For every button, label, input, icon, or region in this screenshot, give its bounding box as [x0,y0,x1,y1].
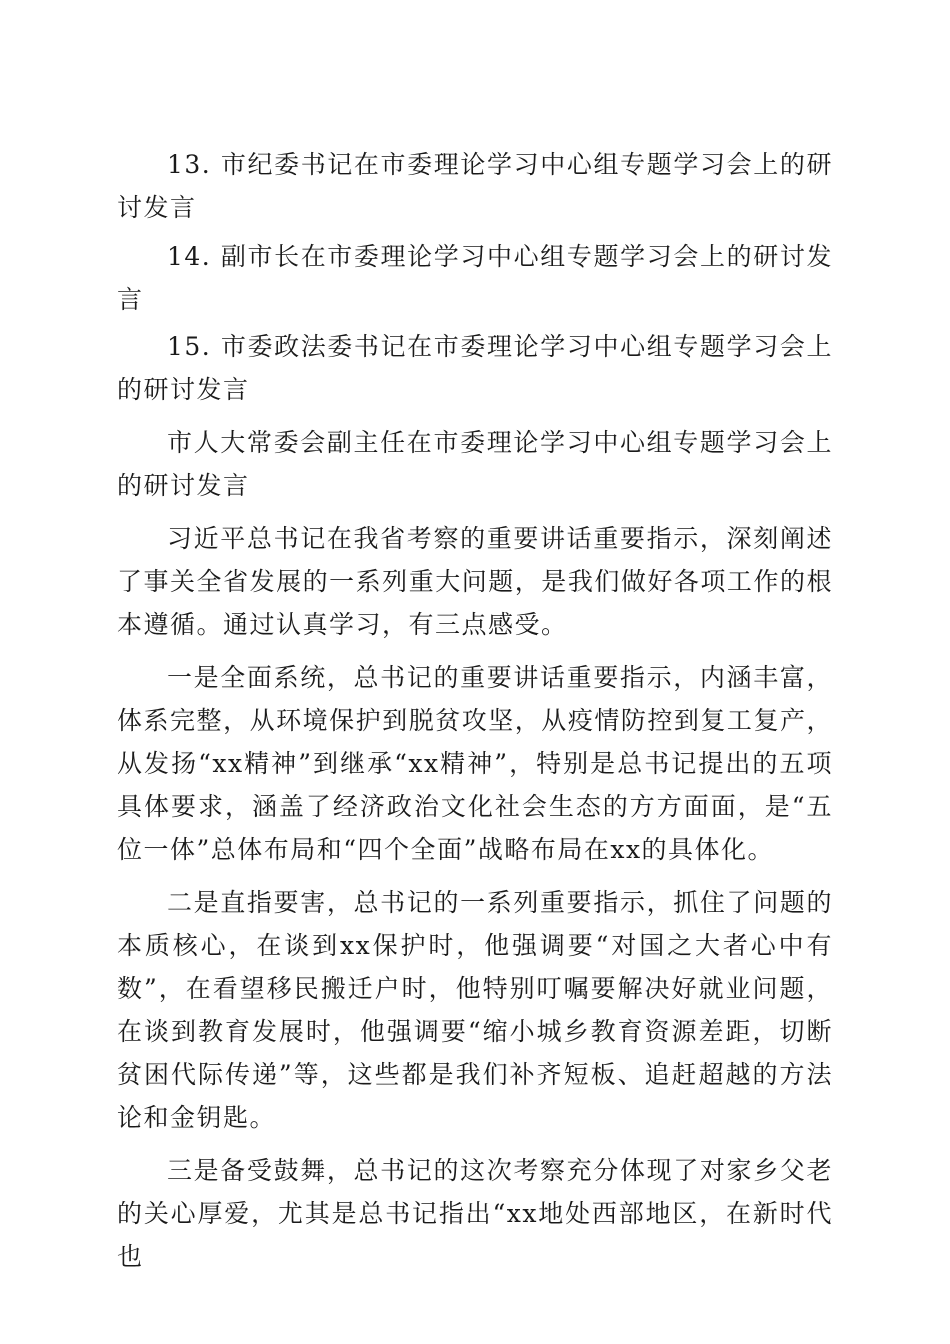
list-item-14: 14. 副市长在市委理论学习中心组专题学习会上的研讨发言 [117,242,833,314]
section-title: 市人大常委会副主任在市委理论学习中心组专题学习会上的研讨发言 [117,428,833,500]
paragraph-intro: 习近平总书记在我省考察的重要讲话重要指示，深刻阐述了事关全省发展的一系列重大问题，是我们做好各项工作的根本遵循。通过认真学习，有三点感受。 [117,524,833,639]
list-item-15: 15. 市委政法委书记在市委理论学习中心组专题学习会上的研讨发言 [117,332,833,404]
paragraph-point-three: 三是备受鼓舞，总书记的这次考察充分体现了对家乡父老的关心厚爱，尤其是总书记指出“xx地处西部地区，在新时代也 [117,1156,833,1271]
paragraph-point-one: 一是全面系统，总书记的重要讲话重要指示，内涵丰富，体系完整，从环境保护到脱贫攻坚，从疫情防控到复工复产，从发扬“xx精神”到继承“xx精神”，特别是总书记提出的五项具体要求，涵盖了经济政治文化社会生态的方方面面，是“五位一体”总体布局和“四个全面”战略布局在xx的具体化。 [117,663,833,864]
paragraph-point-two: 二是直指要害，总书记的一系列重要指示，抓住了问题的本质核心，在谈到xx保护时，他强调要“对国之大者心中有数”，在看望移民搬迁户时，他特别叮嘱要解决好就业问题，在谈到教育发展时，他强调要“缩小城乡教育资源差距，切断贫困代际传递”等，这些都是我们补齐短板、追赶超越的方法论和金钥匙。 [117,888,833,1132]
list-item-13: 13. 市纪委书记在市委理论学习中心组专题学习会上的研讨发言 [117,150,833,222]
document-body [117,143,833,1278]
